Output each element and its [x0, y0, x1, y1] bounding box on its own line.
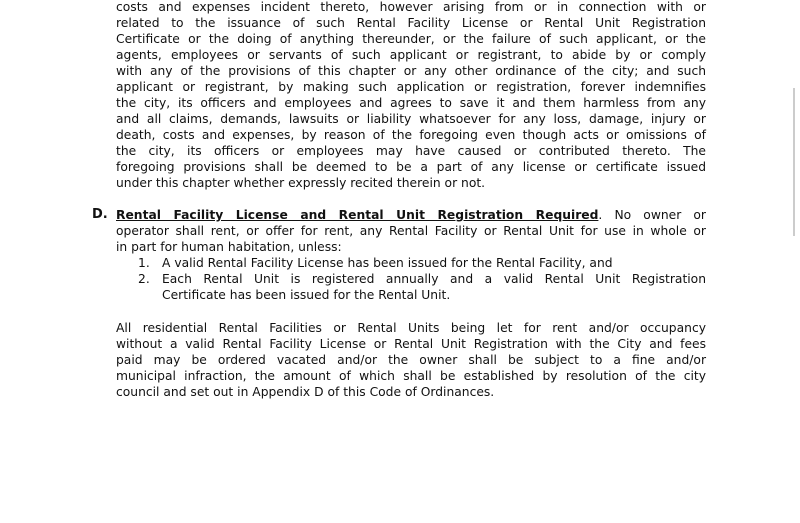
- text-line: All residential Rental Facilities or Rental Units being let for rent and/or occupancy: [116, 321, 706, 335]
- section-heading-line: [116, 207, 706, 223]
- text-line: council and set out in Appendix D of this Code of Ordinances.: [116, 385, 495, 399]
- text-line: paid may be ordered vacated and/or the owner shall be subject to a fine and/or: [116, 353, 706, 367]
- section-heading: Rental Facility License and Rental Unit Registration Required: [116, 208, 599, 222]
- text-line: the city, its officers or employees may have caused or contributed thereto. The: [116, 144, 706, 158]
- text-line: and all claims, demands, lawsuits or liability whatsoever for any loss, damage, injury or: [116, 112, 706, 126]
- list-number: 1.: [138, 256, 150, 270]
- text-line: under this chapter whether expressly recited therein or not.: [116, 176, 486, 190]
- text-line: operator shall rent, or offer for rent, any Rental Facility or Rental Unit for use in whole or: [116, 224, 706, 238]
- section-heading-tail: . No owner or: [598, 208, 706, 222]
- text-line: Certificate or the doing of anything thereunder, or the failure of such applicant, or the: [116, 32, 706, 46]
- list-item: Certificate has been issued for the Rental Unit.: [162, 288, 451, 302]
- text-line: costs and expenses incident thereto, however arising from or in connection with or: [116, 0, 706, 14]
- text-line: agents, employees or servants of such applicant or registrant, to abide by or comply: [116, 48, 706, 62]
- text-line: death, costs and expenses, by reason of the foregoing even though acts or omissions of: [116, 128, 706, 142]
- text-line: applicant or registrant, by making such application or registration, forever indemnifies: [116, 80, 706, 94]
- text-line: in part for human habitation, unless:: [116, 240, 342, 254]
- text-line: foregoing provisions shall be deemed to be a part of any license or certificate issued: [116, 160, 706, 174]
- list-item: Each Rental Unit is registered annually and a valid Rental Unit Registration: [162, 272, 706, 286]
- section-label: D.: [92, 207, 108, 222]
- list-number: 2.: [138, 272, 150, 286]
- text-line: without a valid Rental Facility License or Rental Unit Registration with the City and fees: [116, 337, 706, 351]
- text-line: municipal infraction, the amount of which shall be established by resolution of the city: [116, 369, 706, 383]
- list-item: A valid Rental Facility License has been issued for the Rental Facility, and: [162, 256, 613, 270]
- page-edge-divider: [793, 88, 795, 236]
- text-line: with any of the provisions of this chapter or any other ordinance of the city; and such: [116, 64, 706, 78]
- text-line: the city, its officers and employees and agrees to save it and them harmless from any: [116, 96, 706, 110]
- text-line: related to the issuance of such Rental Facility License or Rental Unit Registration: [116, 16, 706, 30]
